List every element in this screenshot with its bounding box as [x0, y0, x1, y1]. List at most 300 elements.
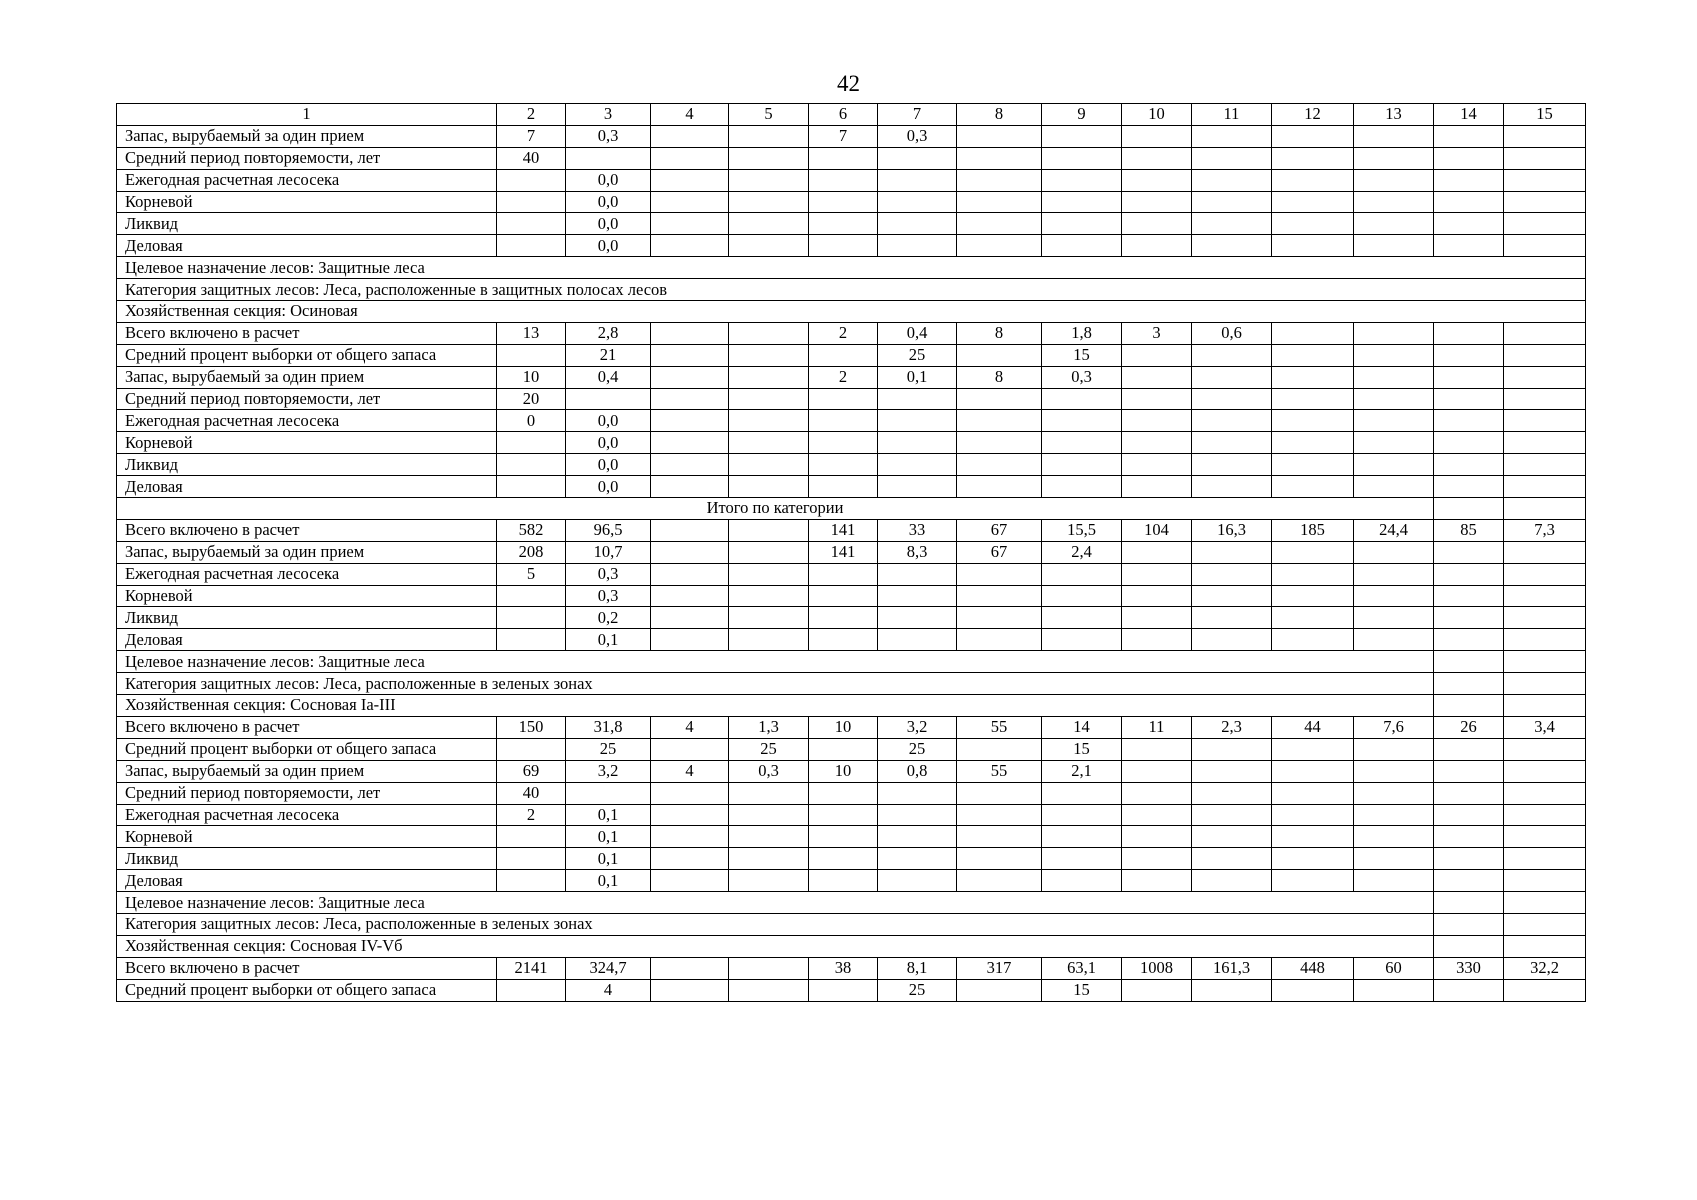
table-cell	[1122, 563, 1192, 585]
table-cell	[1192, 366, 1272, 388]
table-cell	[729, 804, 809, 826]
table-cell	[1042, 125, 1122, 147]
table-cell: 3,2	[878, 716, 957, 738]
table-row	[117, 476, 1586, 498]
table-cell	[1434, 804, 1504, 826]
table-cell	[1192, 147, 1272, 169]
row-label: Ликвид	[117, 607, 497, 629]
table-cell: 40	[497, 782, 566, 804]
table-cell	[1042, 235, 1122, 257]
table-cell	[809, 870, 878, 892]
header-row	[117, 104, 1586, 126]
table-cell: 0,3	[566, 585, 651, 607]
table-cell: 25	[878, 979, 957, 1001]
table-cell	[1504, 213, 1586, 235]
table-cell: 33	[878, 519, 957, 541]
row-label: Корневой	[117, 191, 497, 213]
table-cell	[1354, 213, 1434, 235]
table-cell	[1042, 563, 1122, 585]
table-cell: 26	[1434, 716, 1504, 738]
row-label: Ликвид	[117, 848, 497, 870]
table-cell	[1272, 738, 1354, 760]
table-cell	[1272, 585, 1354, 607]
table-cell	[651, 563, 729, 585]
table-cell	[1122, 585, 1192, 607]
section-row	[117, 673, 1586, 695]
table-cell	[497, 235, 566, 257]
section-row	[117, 257, 1586, 279]
table-cell	[1504, 935, 1586, 957]
table-row	[117, 322, 1586, 344]
row-label: Ежегодная расчетная лесосека	[117, 563, 497, 585]
table-cell	[1354, 563, 1434, 585]
table-cell	[1192, 760, 1272, 782]
table-cell	[1042, 804, 1122, 826]
table-cell	[729, 432, 809, 454]
table-cell	[1434, 651, 1504, 673]
row-label: Средний период повторяемости, лет	[117, 388, 497, 410]
table-cell	[1272, 848, 1354, 870]
table-cell: 25	[878, 738, 957, 760]
table-cell	[1122, 191, 1192, 213]
table-cell	[651, 410, 729, 432]
table-cell	[1434, 541, 1504, 563]
table-cell	[1504, 979, 1586, 1001]
table-cell: 7,6	[1354, 716, 1434, 738]
table-cell	[1434, 673, 1504, 695]
table-row	[117, 870, 1586, 892]
table-cell	[1192, 344, 1272, 366]
table-cell	[1122, 147, 1192, 169]
table-cell	[1122, 344, 1192, 366]
table-cell: 15,5	[1042, 519, 1122, 541]
column-header: 15	[1504, 104, 1586, 126]
table-cell	[1122, 738, 1192, 760]
table-cell	[1354, 125, 1434, 147]
table-cell	[1122, 235, 1192, 257]
table-cell: 2	[809, 322, 878, 344]
table-cell	[878, 410, 957, 432]
table-cell	[651, 979, 729, 1001]
table-cell: 67	[957, 519, 1042, 541]
page-number: 42	[837, 71, 860, 96]
table-cell	[1504, 738, 1586, 760]
column-header: 5	[729, 104, 809, 126]
table-row	[117, 716, 1586, 738]
table-cell	[729, 125, 809, 147]
table-cell	[729, 957, 809, 979]
table-cell: 60	[1354, 957, 1434, 979]
table-cell	[809, 848, 878, 870]
table-cell	[957, 826, 1042, 848]
column-header: 2	[497, 104, 566, 126]
table-cell	[1434, 322, 1504, 344]
section-heading: Хозяйственная секция: Сосновая Ia-III	[117, 695, 1434, 717]
table-cell	[1042, 213, 1122, 235]
table-cell	[1192, 979, 1272, 1001]
table-cell	[497, 848, 566, 870]
table-cell	[1122, 629, 1192, 651]
table-cell: 324,7	[566, 957, 651, 979]
table-cell	[1272, 826, 1354, 848]
table-cell	[651, 366, 729, 388]
column-header: 8	[957, 104, 1042, 126]
table-cell	[1354, 738, 1434, 760]
table-cell: 0,4	[878, 322, 957, 344]
table-cell	[1354, 169, 1434, 191]
table-cell	[809, 432, 878, 454]
table-cell	[729, 344, 809, 366]
table-cell	[809, 738, 878, 760]
table-cell	[809, 410, 878, 432]
table-cell	[809, 804, 878, 826]
table-cell: 7	[809, 125, 878, 147]
table-cell	[1434, 563, 1504, 585]
table-cell	[957, 235, 1042, 257]
table-cell	[1434, 498, 1504, 520]
table-cell: 31,8	[566, 716, 651, 738]
column-header: 11	[1192, 104, 1272, 126]
table-cell	[1434, 607, 1504, 629]
table-cell: 7	[497, 125, 566, 147]
section-heading: Целевое назначение лесов: Защитные леса	[117, 651, 1434, 673]
table-cell	[651, 125, 729, 147]
table-cell	[1272, 563, 1354, 585]
table-cell: 21	[566, 344, 651, 366]
table-cell	[1272, 476, 1354, 498]
table-cell	[497, 870, 566, 892]
table-cell	[1354, 979, 1434, 1001]
table-cell	[878, 169, 957, 191]
table-cell: 1,8	[1042, 322, 1122, 344]
table-cell	[1434, 892, 1504, 914]
table-cell	[1434, 935, 1504, 957]
table-cell: 10	[809, 716, 878, 738]
table-cell: 67	[957, 541, 1042, 563]
table-cell	[729, 563, 809, 585]
table-cell	[878, 782, 957, 804]
row-label: Всего включено в расчет	[117, 957, 497, 979]
table-cell	[1504, 870, 1586, 892]
table-cell	[651, 476, 729, 498]
table-cell	[1434, 629, 1504, 651]
table-cell	[729, 826, 809, 848]
table-cell	[1042, 782, 1122, 804]
table-cell	[1434, 979, 1504, 1001]
column-header: 9	[1042, 104, 1122, 126]
table-cell: 85	[1434, 519, 1504, 541]
total-row	[117, 498, 1586, 520]
table-cell	[1122, 432, 1192, 454]
table-cell	[651, 169, 729, 191]
table-cell	[1504, 913, 1586, 935]
row-label: Ежегодная расчетная лесосека	[117, 169, 497, 191]
table-cell	[729, 585, 809, 607]
table-cell	[1504, 432, 1586, 454]
table-cell: 0,0	[566, 410, 651, 432]
table-cell	[1192, 169, 1272, 191]
row-label: Средний период повторяемости, лет	[117, 782, 497, 804]
table-cell	[957, 804, 1042, 826]
table-cell: 10,7	[566, 541, 651, 563]
table-cell: 0,0	[566, 476, 651, 498]
table-cell	[1434, 125, 1504, 147]
table-cell	[1434, 826, 1504, 848]
table-cell	[957, 848, 1042, 870]
table-cell	[651, 804, 729, 826]
table-cell	[1504, 169, 1586, 191]
table-cell	[1272, 979, 1354, 1001]
table-cell	[1192, 410, 1272, 432]
table-cell	[1192, 607, 1272, 629]
section-row	[117, 913, 1586, 935]
table-cell	[878, 147, 957, 169]
table-cell	[878, 432, 957, 454]
table-cell	[1192, 870, 1272, 892]
table-row	[117, 826, 1586, 848]
table-cell	[1122, 476, 1192, 498]
table-cell: 0,1	[566, 870, 651, 892]
table-cell	[1504, 782, 1586, 804]
table-cell	[1122, 410, 1192, 432]
table-cell: 4	[566, 979, 651, 1001]
table-row	[117, 454, 1586, 476]
table-cell	[1504, 344, 1586, 366]
table-cell	[1122, 169, 1192, 191]
table-cell	[651, 322, 729, 344]
table-cell: 25	[566, 738, 651, 760]
table-cell	[729, 782, 809, 804]
table-cell	[957, 410, 1042, 432]
table-cell: 10	[497, 366, 566, 388]
table-cell	[809, 563, 878, 585]
section-heading: Категория защитных лесов: Леса, расположенные в зеленых зонах	[117, 913, 1434, 935]
table-cell	[729, 848, 809, 870]
table-cell	[729, 870, 809, 892]
table-cell: 0,3	[1042, 366, 1122, 388]
table-cell	[1504, 476, 1586, 498]
table-cell: 3,4	[1504, 716, 1586, 738]
table-cell	[497, 344, 566, 366]
table-cell	[1504, 673, 1586, 695]
table-cell	[1504, 322, 1586, 344]
table-cell	[729, 629, 809, 651]
table-cell	[729, 147, 809, 169]
table-cell	[1504, 498, 1586, 520]
row-label: Всего включено в расчет	[117, 716, 497, 738]
table-cell	[878, 388, 957, 410]
section-row	[117, 651, 1586, 673]
table-cell	[957, 870, 1042, 892]
table-cell	[1434, 848, 1504, 870]
table-cell	[1042, 388, 1122, 410]
table-cell	[1354, 454, 1434, 476]
table-row	[117, 782, 1586, 804]
table-cell	[1042, 870, 1122, 892]
table-cell	[878, 213, 957, 235]
table-cell	[1434, 410, 1504, 432]
table-cell: 150	[497, 716, 566, 738]
section-heading: Категория защитных лесов: Леса, расположенные в защитных полосах лесов	[117, 279, 1586, 301]
row-label: Деловая	[117, 476, 497, 498]
table-cell	[1122, 213, 1192, 235]
table-cell	[497, 607, 566, 629]
table-cell: 582	[497, 519, 566, 541]
table-cell	[1272, 541, 1354, 563]
table-cell	[878, 826, 957, 848]
table-cell: 161,3	[1192, 957, 1272, 979]
table-cell: 96,5	[566, 519, 651, 541]
table-cell	[1042, 191, 1122, 213]
table-cell: 20	[497, 388, 566, 410]
table-cell	[1434, 432, 1504, 454]
table-row	[117, 979, 1586, 1001]
table-cell	[497, 191, 566, 213]
table-cell	[1504, 651, 1586, 673]
table-cell	[1504, 629, 1586, 651]
table-cell: 63,1	[1042, 957, 1122, 979]
table-cell	[1042, 826, 1122, 848]
table-cell	[729, 607, 809, 629]
table-cell	[957, 629, 1042, 651]
table-cell	[1354, 344, 1434, 366]
table-cell: 0,0	[566, 454, 651, 476]
table-cell	[651, 629, 729, 651]
table-cell: 317	[957, 957, 1042, 979]
section-row	[117, 301, 1586, 323]
table-cell	[497, 169, 566, 191]
table-cell	[497, 585, 566, 607]
table-cell	[651, 213, 729, 235]
table-cell	[1272, 629, 1354, 651]
table-cell: 1,3	[729, 716, 809, 738]
table-cell	[1272, 870, 1354, 892]
table-cell	[1272, 169, 1354, 191]
table-cell	[1122, 804, 1192, 826]
table-row	[117, 804, 1586, 826]
table-cell	[1504, 607, 1586, 629]
table-cell	[566, 147, 651, 169]
table-cell	[1504, 826, 1586, 848]
table-cell	[1504, 585, 1586, 607]
table-cell	[957, 563, 1042, 585]
table-cell	[957, 607, 1042, 629]
table-cell	[809, 629, 878, 651]
row-label: Запас, вырубаемый за один прием	[117, 125, 497, 147]
row-label: Корневой	[117, 585, 497, 607]
row-label: Деловая	[117, 629, 497, 651]
table-cell	[1042, 629, 1122, 651]
table-cell	[1272, 432, 1354, 454]
table-cell: 25	[878, 344, 957, 366]
table-cell	[809, 191, 878, 213]
table-cell	[1504, 147, 1586, 169]
table-cell	[1272, 344, 1354, 366]
table-cell	[878, 476, 957, 498]
table-cell: 0,3	[878, 125, 957, 147]
table-cell	[1504, 454, 1586, 476]
table-cell	[729, 476, 809, 498]
table-cell: 0	[497, 410, 566, 432]
table-cell: 0,3	[566, 563, 651, 585]
table-cell	[957, 585, 1042, 607]
table-cell: 2	[497, 804, 566, 826]
row-label: Деловая	[117, 235, 497, 257]
table-cell: 69	[497, 760, 566, 782]
table-cell	[957, 782, 1042, 804]
table-cell	[809, 147, 878, 169]
table-cell	[1192, 432, 1272, 454]
table-cell	[1272, 125, 1354, 147]
total-heading: Итого по категории	[117, 498, 1434, 520]
row-label: Средний период повторяемости, лет	[117, 147, 497, 169]
table-cell	[651, 454, 729, 476]
table-cell	[651, 191, 729, 213]
table-cell: 15	[1042, 344, 1122, 366]
table-cell	[1504, 541, 1586, 563]
column-header: 3	[566, 104, 651, 126]
table-cell	[729, 322, 809, 344]
section-row	[117, 279, 1586, 301]
table-cell	[651, 147, 729, 169]
table-cell	[1192, 213, 1272, 235]
row-label: Ликвид	[117, 213, 497, 235]
table-cell	[1434, 213, 1504, 235]
row-label: Средний процент выборки от общего запаса	[117, 979, 497, 1001]
table-cell	[957, 125, 1042, 147]
table-cell	[1272, 366, 1354, 388]
table-cell	[1272, 782, 1354, 804]
table-cell: 0,6	[1192, 322, 1272, 344]
table-cell	[878, 629, 957, 651]
table-cell	[1354, 235, 1434, 257]
table-cell: 2141	[497, 957, 566, 979]
table-cell	[1354, 629, 1434, 651]
table-cell	[1042, 585, 1122, 607]
table-cell	[1122, 760, 1192, 782]
table-cell	[1122, 541, 1192, 563]
section-heading: Хозяйственная секция: Сосновая IV-Vб	[117, 935, 1434, 957]
table-cell: 13	[497, 322, 566, 344]
table-cell	[809, 979, 878, 1001]
table-cell	[957, 191, 1042, 213]
table-cell: 55	[957, 716, 1042, 738]
table-cell	[1122, 125, 1192, 147]
table-row	[117, 432, 1586, 454]
table-cell	[1354, 147, 1434, 169]
table-cell	[809, 235, 878, 257]
table-cell: 0,0	[566, 432, 651, 454]
table-cell: 8,3	[878, 541, 957, 563]
table-cell	[1272, 804, 1354, 826]
section-heading: Категория защитных лесов: Леса, расположенные в зеленых зонах	[117, 673, 1434, 695]
table-row	[117, 563, 1586, 585]
table-cell	[1192, 585, 1272, 607]
table-cell	[729, 388, 809, 410]
table-cell: 0,1	[566, 848, 651, 870]
table-cell	[1192, 782, 1272, 804]
table-cell	[809, 826, 878, 848]
table-cell: 1008	[1122, 957, 1192, 979]
table-cell	[651, 957, 729, 979]
table-cell	[729, 519, 809, 541]
table-cell	[1354, 585, 1434, 607]
table-cell	[1434, 388, 1504, 410]
table-cell	[957, 169, 1042, 191]
table-cell: 10	[809, 760, 878, 782]
table-cell	[1122, 848, 1192, 870]
table-cell	[1354, 322, 1434, 344]
